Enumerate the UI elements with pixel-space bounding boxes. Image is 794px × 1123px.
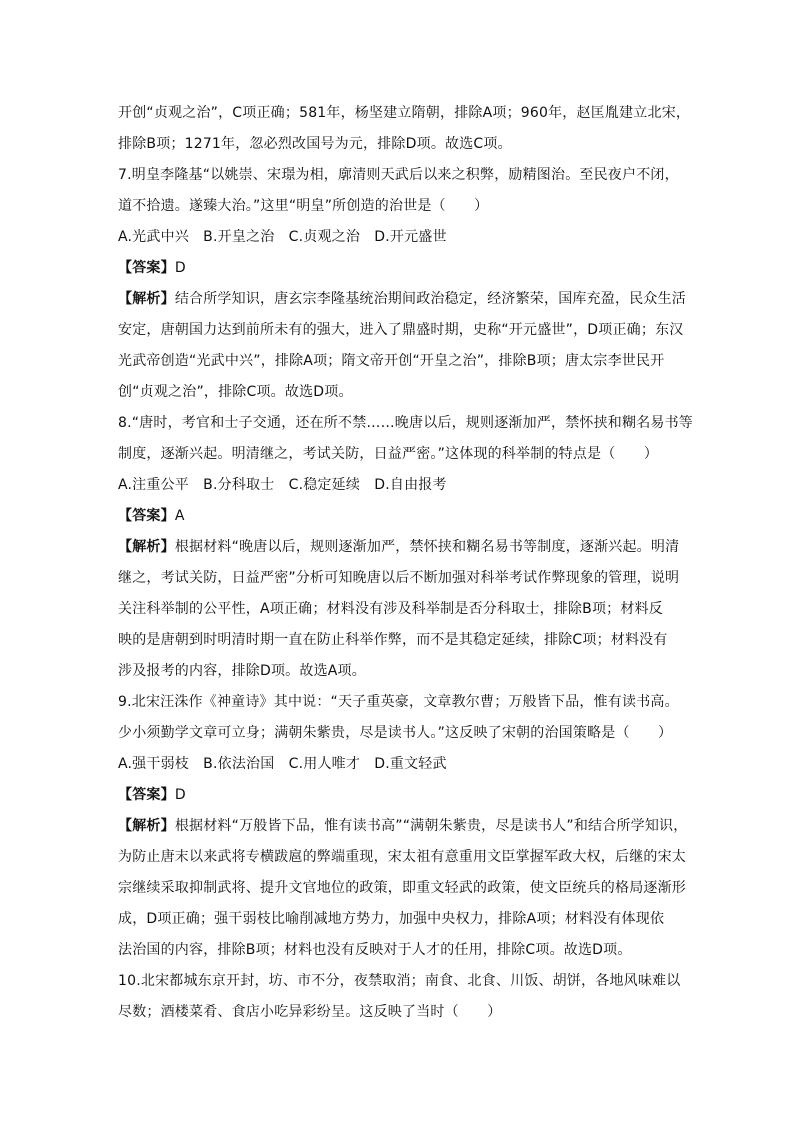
question-7-line: 7.明皇李隆基“以姚崇、宋璟为相，廓清则天武后以来之积弊，励精图治。至民夜户不闭， (118, 167, 679, 183)
question-9-line: 9.北宋汪洙作《神童诗》其中说：“天子重英豪，文章教尔曹；万般皆下品，惟有读书高。 (118, 694, 679, 710)
analysis-8-line (118, 532, 688, 563)
text-line: 开创“贞观之治”，C项正确；581年，杨坚建立隋朝，排除A项；960年，赵匡胤建立北宋， (118, 105, 691, 121)
answer-value: A (174, 508, 185, 524)
question-7-line: 道不拾遗。遂臻大治。”这里“明皇”所创造的治世是（ ） (118, 198, 489, 214)
analysis-tag: 【解析】 (118, 291, 175, 307)
analysis-8-line: 涉及报考的内容，排除D项。故选A项。 (118, 663, 366, 679)
answer-tag: 【答案】 (118, 787, 175, 803)
analysis-tag: 【解析】 (118, 539, 175, 555)
analysis-8-line: 继之，考试关防，日益严密”分析可知晚唐以后不断加强对科举考试作弊现象的管理，说明 (118, 570, 680, 586)
analysis-9-line (118, 811, 688, 842)
analysis-7-line: 创“贞观之治”，排除C项。故选D项。 (118, 384, 353, 400)
answer-value: D (174, 260, 186, 276)
analysis-9-line: 为防止唐末以来武将专横跋扈的弊端重现，宋太祖有意重用文臣掌握军政大权，后继的宋太 (118, 849, 686, 865)
question-9-options: A.强干弱枝 B.依法治国 C.用人唯才 D.重文轻武 (118, 756, 447, 772)
analysis-8-line: 映的是唐朝到时明清时期一直在防止科举作弊，而不是其稳定延续，排除C项；材料没有 (118, 632, 668, 648)
analysis-text: 结合所学知识，唐玄宗李隆基统治期间政治稳定，经济繁荣，国库充盈，民众生活 (174, 291, 687, 307)
question-8-options: A.注重公平 B.分科取士 C.稳定延续 D.自由报考 (118, 477, 447, 493)
answer-7 (118, 253, 688, 284)
question-9-line: 少小须勤学文章可立身；满朝朱紫贵，尽是读书人。”这反映了宋朝的治国策略是（ ） (118, 725, 673, 741)
analysis-tag: 【解析】 (118, 818, 175, 834)
text-line: 排除B项；1271年，忽必烈改国号为元，排除D项。故选C项。 (118, 136, 512, 152)
analysis-9-line: 宗继续采取抑制武将、提升文官地位的政策，即重文轻武的政策，使文臣统兵的格局逐渐形 (118, 880, 686, 896)
answer-tag: 【答案】 (118, 260, 175, 276)
document-body (118, 98, 694, 1028)
analysis-7-line: 安定，唐朝国力达到前所未有的强大，进入了鼎盛时期，史称“开元盛世”，D项正确；东汉 (118, 322, 684, 338)
analysis-9-line: 法治国的内容，排除B项；材料也没有反映对于人才的任用，排除C项。故选D项。 (118, 942, 632, 958)
analysis-text: 根据材料“晚唐以后，规则逐渐加严，禁怀挟和糊名易书等制度，逐渐兴起。明清 (174, 539, 680, 555)
analysis-7-line (118, 284, 688, 315)
answer-tag: 【答案】 (118, 508, 175, 524)
analysis-8-line: 关注科举制的公平性，A项正确；材料没有涉及科举制是否分科取士，排除B项；材料反 (118, 601, 663, 617)
question-10-line: 10.北宋都城东京开封，坊、市不分，夜禁取消；南食、北食、川饭、胡饼，各地风味难以 (118, 973, 681, 989)
analysis-text: 根据材料“万般皆下品，惟有读书高”“满朝朱紫贵，尽是读书人”和结合所学知识， (174, 818, 688, 834)
question-7-options: A.光武中兴 B.开皇之治 C.贞观之治 D.开元盛世 (118, 229, 447, 245)
question-8-line: 8.“唐时，考官和士子交通，还在所不禁……晚唐以后，规则逐渐加严，禁怀挟和糊名易书等 (118, 415, 694, 431)
question-10-line: 尽数；酒楼菜肴、食店小吃异彩纷呈。这反映了当时（ ） (118, 1004, 502, 1020)
answer-8 (118, 501, 688, 532)
analysis-9-line: 成，D项正确；强干弱枝比喻削减地方势力，加强中央权力，排除A项；材料没有体现依 (118, 911, 665, 927)
analysis-7-line: 光武帝创造“光武中兴”，排除A项；隋文帝开创“开皇之治”，排除B项；唐太宗李世民开 (118, 353, 665, 369)
answer-value: D (174, 787, 186, 803)
question-8-line: 制度，逐渐兴起。明清继之，考试关防，日益严密。”这体现的科举制的特点是（ ） (118, 446, 659, 462)
answer-9 (118, 780, 688, 811)
